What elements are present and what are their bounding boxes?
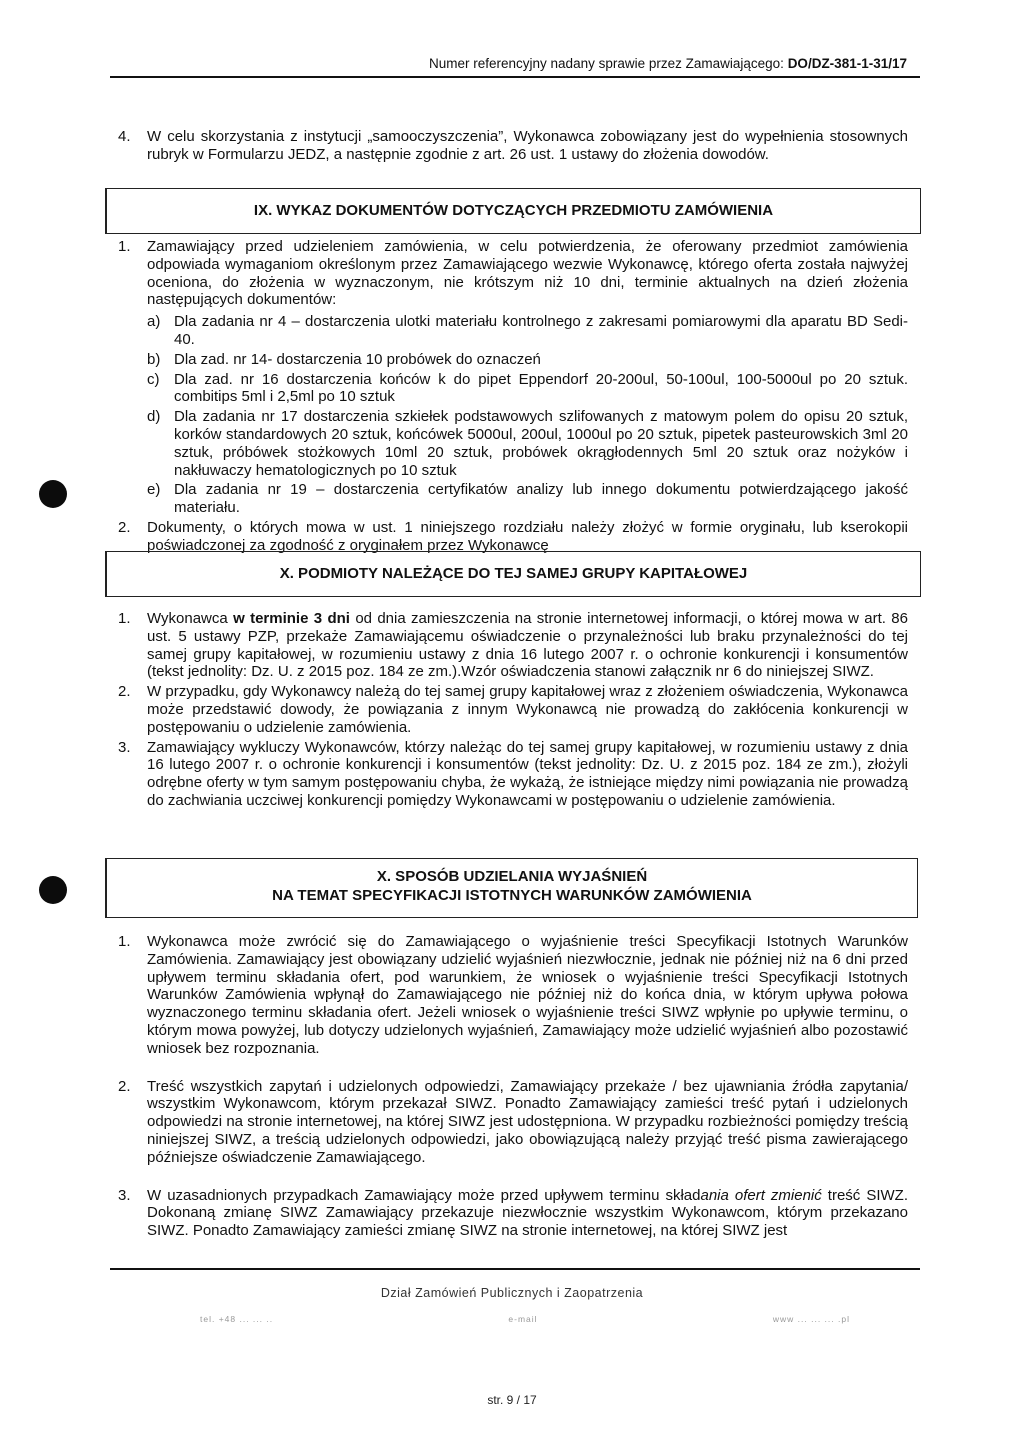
sub-item-text: Dla zadania nr 17 dostarczenia szkiełek podstawowych szlifowanych z matowym polem do opisu 20 sztuk, korków standardowych 20 sztuk, końcówek 5000ul, 200ul, 1000ul po 20 sztuk, pipetek pasteurowskich 3ml 20 sztuk, próbówek stożkowych 10ml 20 sztuk, probówek okrągłodennych 5ml 20 sztuk oraz nożyków i nakłuwaczy hematologicznych po 10 sztuk	[174, 408, 908, 479]
item-number: 1.	[118, 933, 131, 950]
sub-item-letter: b)	[147, 350, 161, 368]
sub-item-d	[118, 408, 908, 479]
punch-hole-mark	[39, 876, 67, 904]
sub-item-a	[118, 313, 908, 349]
item-text: W przypadku, gdy Wykonawcy należą do tej samej grupy kapitałowej wraz z złożeniem oświadczenia, Wykonawca może przedstawić dowody, że powiązania z innym Wykonawcą nie prowadzą do zakłócenia konkurencji w postępowaniu o udzielenie zamówienia.	[147, 683, 908, 736]
sub-item-b	[118, 351, 908, 369]
section-x-groups-body	[118, 610, 908, 810]
item-number: 1.	[118, 610, 131, 627]
list-item	[118, 128, 908, 164]
item-number: 2.	[118, 518, 131, 536]
punch-hole-mark	[39, 480, 67, 508]
header-rule	[110, 76, 920, 78]
item-number: 4.	[118, 128, 131, 145]
sub-item-text: Dla zadania nr 4 – dostarczenia ulotki materiału kontrolnego z zakresami pomiarowymi dla aparatu BD Sedi-40.	[174, 313, 908, 348]
reference-number-header	[300, 56, 907, 71]
item-number: 1.	[118, 238, 131, 255]
footer-department: Dział Zamówień Publicznych i Zaopatrzenia	[380, 1286, 644, 1300]
list-item	[118, 1078, 908, 1167]
intro-paragraph	[118, 128, 908, 164]
sub-item-letter: e)	[147, 481, 161, 499]
sub-item-text: Dla zadania nr 19 – dostarczenia certyfikatów analizy lub innego dokumentu potwierdzającego jakość materiału.	[174, 481, 908, 517]
section-x-explanations-title-line1: X. SPOSÓB UDZIELANIA WYJAŚNIEŃ	[376, 868, 648, 885]
section-x-explanations-title-line2: NA TEMAT SPECYFIKACJI ISTOTNYCH WARUNKÓW ZAMÓWIENIA	[272, 887, 752, 904]
section-ix-body	[118, 238, 908, 555]
footer-tel: tel. +48 ... ... ..	[200, 1314, 274, 1324]
item-number: 2.	[118, 1077, 131, 1095]
sub-item-text: Dla zad. nr 14- dostarczenia 10 probówek do oznaczeń	[174, 350, 541, 368]
sub-item-letter: d)	[147, 408, 161, 426]
footer-rule	[110, 1268, 920, 1270]
sub-item-letter: c)	[147, 370, 160, 388]
item-text-deadline: w terminie 3 dni	[233, 610, 350, 627]
item-text: W celu skorzystania z instytucji „samooczyszczenia”, Wykonawca zobowiązany jest do wypełnienia stosownych rubryk w Formularzu JEDZ, a następnie zgodnie z art. 26 ust. 1 ustawy do złożenia dowodów.	[147, 128, 908, 163]
list-item	[118, 1187, 908, 1240]
sub-item-text: Dla zad. nr 16 dostarczenia końców k do pipet Eppendorf 20-200ul, 50-100ul, 100-5000ul po 20 sztuk. combitips 5ml i 2,5ml po 10 sztuk	[174, 370, 908, 406]
footer-contact-line	[200, 1314, 850, 1324]
section-x-groups-title: X. PODMIOTY NALEŻĄCE DO TEJ SAMEJ GRUPY KAPITAŁOWEJ	[279, 565, 748, 582]
footer-email: e-mail	[508, 1314, 538, 1324]
list-item	[118, 683, 908, 736]
footer-www: www ... ... ... .pl	[772, 1314, 850, 1324]
list-item	[118, 519, 908, 555]
section-ix-title: IX. WYKAZ DOKUMENTÓW DOTYCZĄCYCH PRZEDMIOTU ZAMÓWIENIA	[253, 202, 774, 219]
sub-item-letter: a)	[147, 313, 161, 331]
list-item	[118, 238, 908, 309]
reference-number: DO/DZ-381-1-31/17	[787, 56, 907, 71]
item-text: Dokumenty, o których mowa w ust. 1 niniejszego rozdziału należy złożyć w formie oryginału, lub kserokopii poświadczonej za zgodność z oryginałem przez Wykonawcę	[147, 518, 908, 554]
item-text: Zamawiający wykluczy Wykonawców, którzy należąc do tej samej grupy kapitałowej, w rozumieniu ustawy z dnia 16 lutego 2007 r. o ochronie konkurencji i konsumentów (tekst jednolity: Dz. U. z 2015 poz. 184 ze zm.), złożyli odrębne oferty w tym samym postępowaniu chyba, że wykażą, że istniejące między nimi powiązania nie prowadzą do zachwiania uczciwej konkurencji pomiędzy Wykonawcami w postępowaniu o udzielenie zamówienia.	[147, 738, 908, 809]
item-text-before: Wykonawca	[147, 610, 228, 627]
section-x-explanations-heading	[105, 858, 918, 918]
reference-label: Numer referencyjny nadany sprawie przez Zamawiającego:	[429, 56, 784, 71]
sub-item-c	[118, 371, 908, 407]
item-text: Treść wszystkich zapytań i udzielonych odpowiedzi, Zamawiający przekaże / bez ujawniania źródła zapytania/ wszystkim Wykonawcom, którym przekazał SIWZ. Ponadto Zamawiający zamieści treść pytań i udzielonych odpowiedzi na stronie internetowej, na której SIWZ jest udostępniona. W przypadku rozbieżności pomiędzy treścią niniejszej SIWZ, a treścią udzielonych odpowiedzi, jako obowiązującą należy przyjąć treść pisma zawierającego późniejsze oświadczenie Zamawiającego.	[147, 1077, 908, 1166]
item-number: 3.	[118, 1186, 131, 1204]
list-item	[118, 610, 908, 681]
list-item	[118, 933, 908, 1058]
section-ix-heading	[105, 188, 921, 234]
item-number: 3.	[118, 738, 131, 756]
item-text-after: od dnia zamieszczenia na stronie internetowej informacji, o której mowa w art. 86 ust. 5 ustawy PZP, przekaże Zamawiającemu oświadczenie o przynależności lub braku przynależności do tej samej grupy kapitałowej, w rozumieniu ustawy z dnia 16 lutego 2007 r. o ochronie konkurencji i konsumentów (tekst jednolity: Dz. U. z 2015 poz. 184 ze zm.).Wzór oświadczenia stanowi załącznik nr 6 do niniejszej SIWZ.	[147, 610, 908, 681]
page-number: str. 9 / 17	[487, 1393, 537, 1407]
item-text: Wykonawca może zwrócić się do Zamawiającego o wyjaśnienie treści Specyfikacji Istotnych Warunków Zamówienia. Zamawiający jest obowiązany udzielić wyjaśnień niezwłocznie, jednak nie później niż na 6 dni przed upływem terminu składania ofert, pod warunkiem, że wniosek o wyjaśnienie treści Specyfikacji Istotnych Warunków Zamówienia wpłynął do Zamawiającego nie później niż do końca dnia, w którym upływa połowa wyznaczonego terminu składania ofert. Jeżeli wniosek o wyjaśnienie treści SIWZ wpłynie po upływie terminu, o którym mowa powyżej, lub dotyczy udzielonych wyjaśnień, Zamawiający może udzielić wyjaśnień albo pozostawić wniosek bez rozpoznania.	[147, 933, 908, 1057]
item-text-after: treść SIWZ. Dokonaną zmianę SIWZ Zamawiający przekazuje niezwłocznie wszystkim Wykonawcom, którym przekazano SIWZ. Ponadto Zamawiający zamieści zmianę SIWZ na stronie internetowej, na której SIWZ jest	[147, 1186, 908, 1240]
item-text: Zamawiający przed udzieleniem zamówienia, w celu potwierdzenia, że oferowany przedmiot zamówienia odpowiada wymaganiom określonym przez Zamawiającego wezwie Wykonawcę, którego oferta została najwyżej oceniona, do złożenia w wyznaczonym, nie krótszym niż 10 dni, terminie aktualnych na dzień złożenia następujących dokumentów:	[147, 238, 908, 309]
list-item	[118, 739, 908, 810]
item-number: 2.	[118, 683, 131, 701]
item-text-italic: ania ofert zmienić	[700, 1186, 822, 1204]
section-x-groups-heading	[105, 551, 921, 597]
section-x-explanations-body	[118, 933, 908, 1240]
sub-item-e	[118, 481, 908, 517]
item-text-before: W uzasadnionych przypadkach Zamawiający może przed upływem terminu skład	[147, 1186, 701, 1204]
